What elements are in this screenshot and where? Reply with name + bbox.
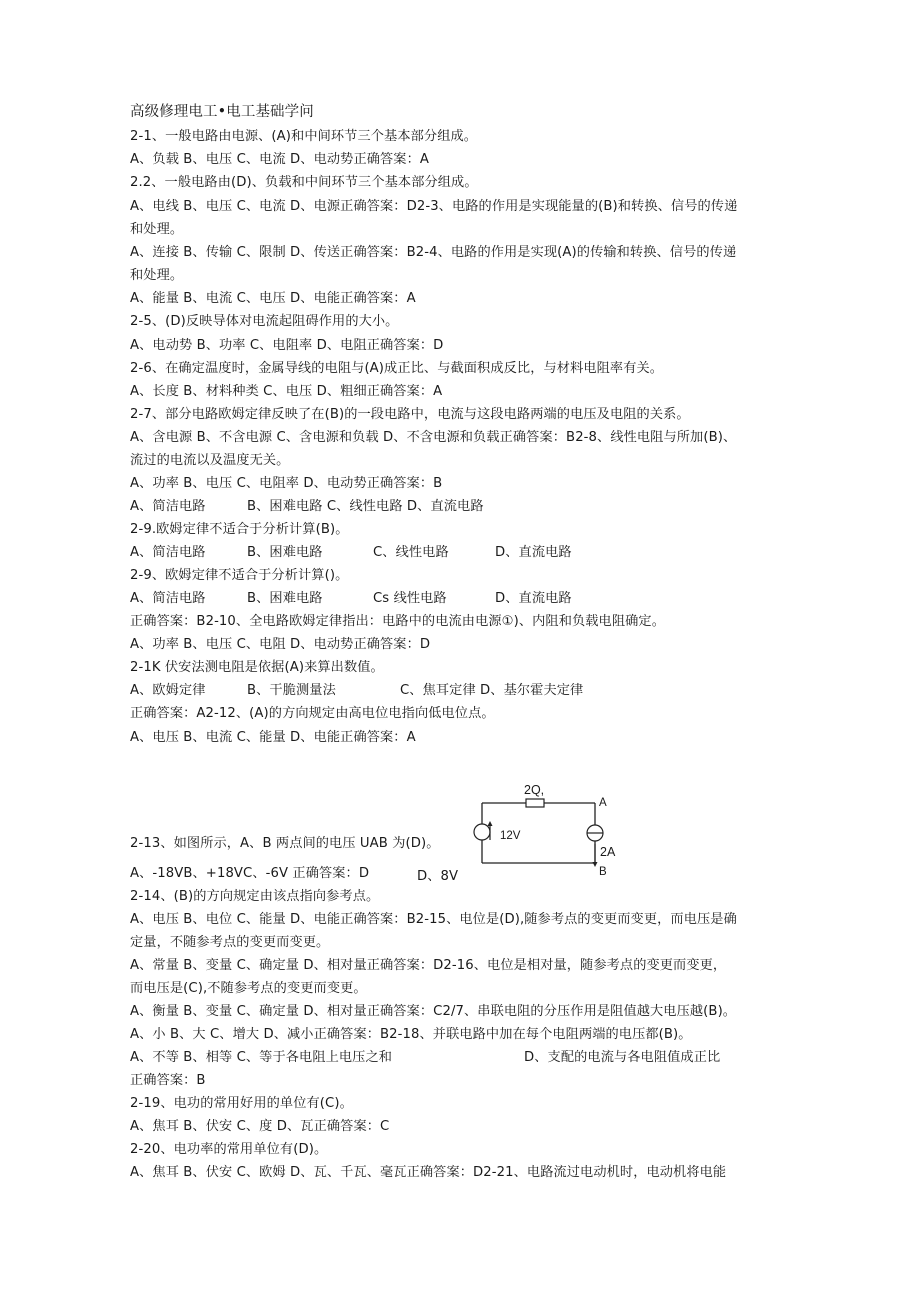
document-title: 高级修理电工•电工基础学问: [130, 104, 314, 120]
text-line: A、长度 B、材料种类 C、电压 D、粗细正确答案：A: [130, 384, 443, 399]
text-line: 和处理。: [130, 268, 184, 283]
option-text: D、直流电路: [495, 545, 572, 560]
option-text: B、困难电路: [247, 545, 323, 560]
options-row: A、-18VB、+18VC、-6V 正确答案：D: [130, 866, 370, 881]
voltage-source-icon: [474, 824, 490, 840]
option-text: Cs 线性电路: [373, 591, 447, 606]
current-label: 2A: [600, 845, 616, 859]
resistor-label: 2Q,: [524, 783, 545, 797]
text-line: A、含电源 B、不含电源 C、含电源和负载 D、不含电源和负载正确答案：B2-8、线性电阻与所加(B)、: [130, 430, 737, 445]
text-line: A、衡量 B、变量 C、确定量 D、相对量正确答案：C2/7、串联电阻的分压作用是阻值越大电压越(B)。: [130, 1004, 737, 1019]
option-text: D、支配的电流与各电阻值成正比: [524, 1050, 721, 1065]
text-line: A、能量 B、电流 C、电压 D、电能正确答案：A: [130, 291, 416, 306]
option-text: C、线性电路: [373, 545, 449, 560]
arrow-up-icon: [488, 821, 493, 826]
text-line: A、常量 B、变量 C、确定量 D、相对量正确答案：D2-16、电位是相对量，随参考点的变更而变更，: [130, 958, 727, 973]
text-line: A、电压 B、电流 C、能量 D、电能正确答案：A: [130, 730, 416, 745]
text-line: 而电压是(C),不随参考点的变更而变更。: [130, 981, 367, 996]
text-line: 2-7、部分电路欧姆定律反映了在(B)的一段电路中，电流与这段电路两端的电压及电阻的关系。: [130, 407, 690, 422]
text-line: 正确答案：A2-12、(A)的方向规定由高电位电指向低电位点。: [130, 706, 495, 721]
text-line: 正确答案：B: [130, 1073, 206, 1088]
option-text: A、欧姆定律: [130, 683, 206, 698]
text-line: A、连接 B、传输 C、限制 D、传送正确答案：B2-4、电路的作用是实现(A)的传输和转换、信号的传递: [130, 245, 737, 260]
option-text: A、简洁电路: [130, 545, 206, 560]
text-line: 流过的电流以及温度无关。: [130, 453, 290, 468]
text-line: 2-20、电功率的常用单位有(D)。: [130, 1142, 328, 1157]
text-line: A、焦耳 B、伏安 C、欧姆 D、瓦、千瓦、毫瓦正确答案：D2-21、电路流过电动机时，电动机将电能: [130, 1165, 727, 1180]
options-row: [130, 497, 730, 517]
question-line: 2-9.欧姆定律不适合于分析计算(B)。: [130, 522, 349, 537]
text-line: A、电动势 B、功率 C、电阻率 D、电阻正确答案：D: [130, 338, 444, 353]
option-text: B、干脆测量法: [247, 683, 336, 698]
text-line: A、焦耳 B、伏安 C、度 D、瓦正确答案：C: [130, 1119, 390, 1134]
arrow-down-icon: [593, 862, 598, 867]
question-line: 2-9、欧姆定律不适合于分析计算()。: [130, 568, 349, 583]
resistor-icon: [526, 799, 544, 807]
text-line: A、电压 B、电位 C、能量 D、电能正确答案：B2-15、电位是(D),随参考点的变更而变更，而电压是确: [130, 912, 737, 927]
options-row: [130, 681, 730, 701]
text-line: 2-5、(D)反映导体对电流起阻碍作用的大小。: [130, 314, 399, 329]
text-line: A、功率 B、电压 C、电阻率 D、电动势正确答案：B: [130, 476, 443, 491]
text-line: 2-19、电功的常用好用的单位有(C)。: [130, 1096, 353, 1111]
options-row: [130, 543, 730, 563]
node-a-label: A: [599, 797, 607, 809]
text-line: 和处理。: [130, 222, 184, 237]
text-line: 2-14、(B)的方向规定由该点指向参考点。: [130, 889, 380, 904]
option-text: A、简洁电路: [130, 499, 206, 514]
option-text: D、8V: [417, 869, 459, 884]
text-line: A、电线 B、电压 C、电流 D、电源正确答案：D2-3、电路的作用是实现能量的(B)和转换、信号的传递: [130, 199, 738, 214]
text-line: 定量，不随参考点的变更而变更。: [130, 935, 330, 950]
text-line: 2.2、一般电路由(D)、负载和中间环节三个基本部分组成。: [130, 175, 478, 190]
options-row: [130, 589, 730, 609]
text-line: A、功率 B、电压 C、电阻 D、电动势正确答案：D: [130, 637, 431, 652]
option-text: C、焦耳定律 D、基尔霍夫定律: [400, 683, 584, 698]
option-text: A、不等 B、相等 C、等于各电阻上电压之和: [130, 1050, 393, 1065]
circuit-diagram: [470, 778, 630, 888]
text-line: 2-1K 伏安法测电阻是依据(A)来算出数值。: [130, 660, 384, 675]
voltage-label: 12V: [500, 830, 521, 842]
option-text: A、简洁电路: [130, 591, 206, 606]
option-text: D、直流电路: [495, 591, 572, 606]
node-b-label: B: [599, 866, 607, 878]
text-line: 正确答案：B2-10、全电路欧姆定律指出：电路中的电流由电源①)、内阻和负载电阻确定。: [130, 614, 665, 629]
text-line: 2-1、一般电路由电源、(A)和中间环节三个基本部分组成。: [130, 129, 478, 144]
text-line: A、负载 B、电压 C、电流 D、电动势正确答案：A: [130, 152, 430, 167]
text-line: A、小 B、大 C、增大 D、减小正确答案：B2-18、并联电路中加在每个电阻两端的电压都(B)。: [130, 1027, 692, 1042]
options-row: [130, 1048, 770, 1068]
question-line: 2-13、如图所示，A、B 两点间的电压 UAB 为(D)。: [130, 836, 440, 851]
option-text: B、困难电路 C、线性电路 D、直流电路: [247, 499, 484, 514]
option-text: B、困难电路: [247, 591, 323, 606]
text-line: 2-6、在确定温度时，金属导线的电阻与(A)成正比、与截面积成反比，与材料电阻率有关。: [130, 361, 664, 376]
